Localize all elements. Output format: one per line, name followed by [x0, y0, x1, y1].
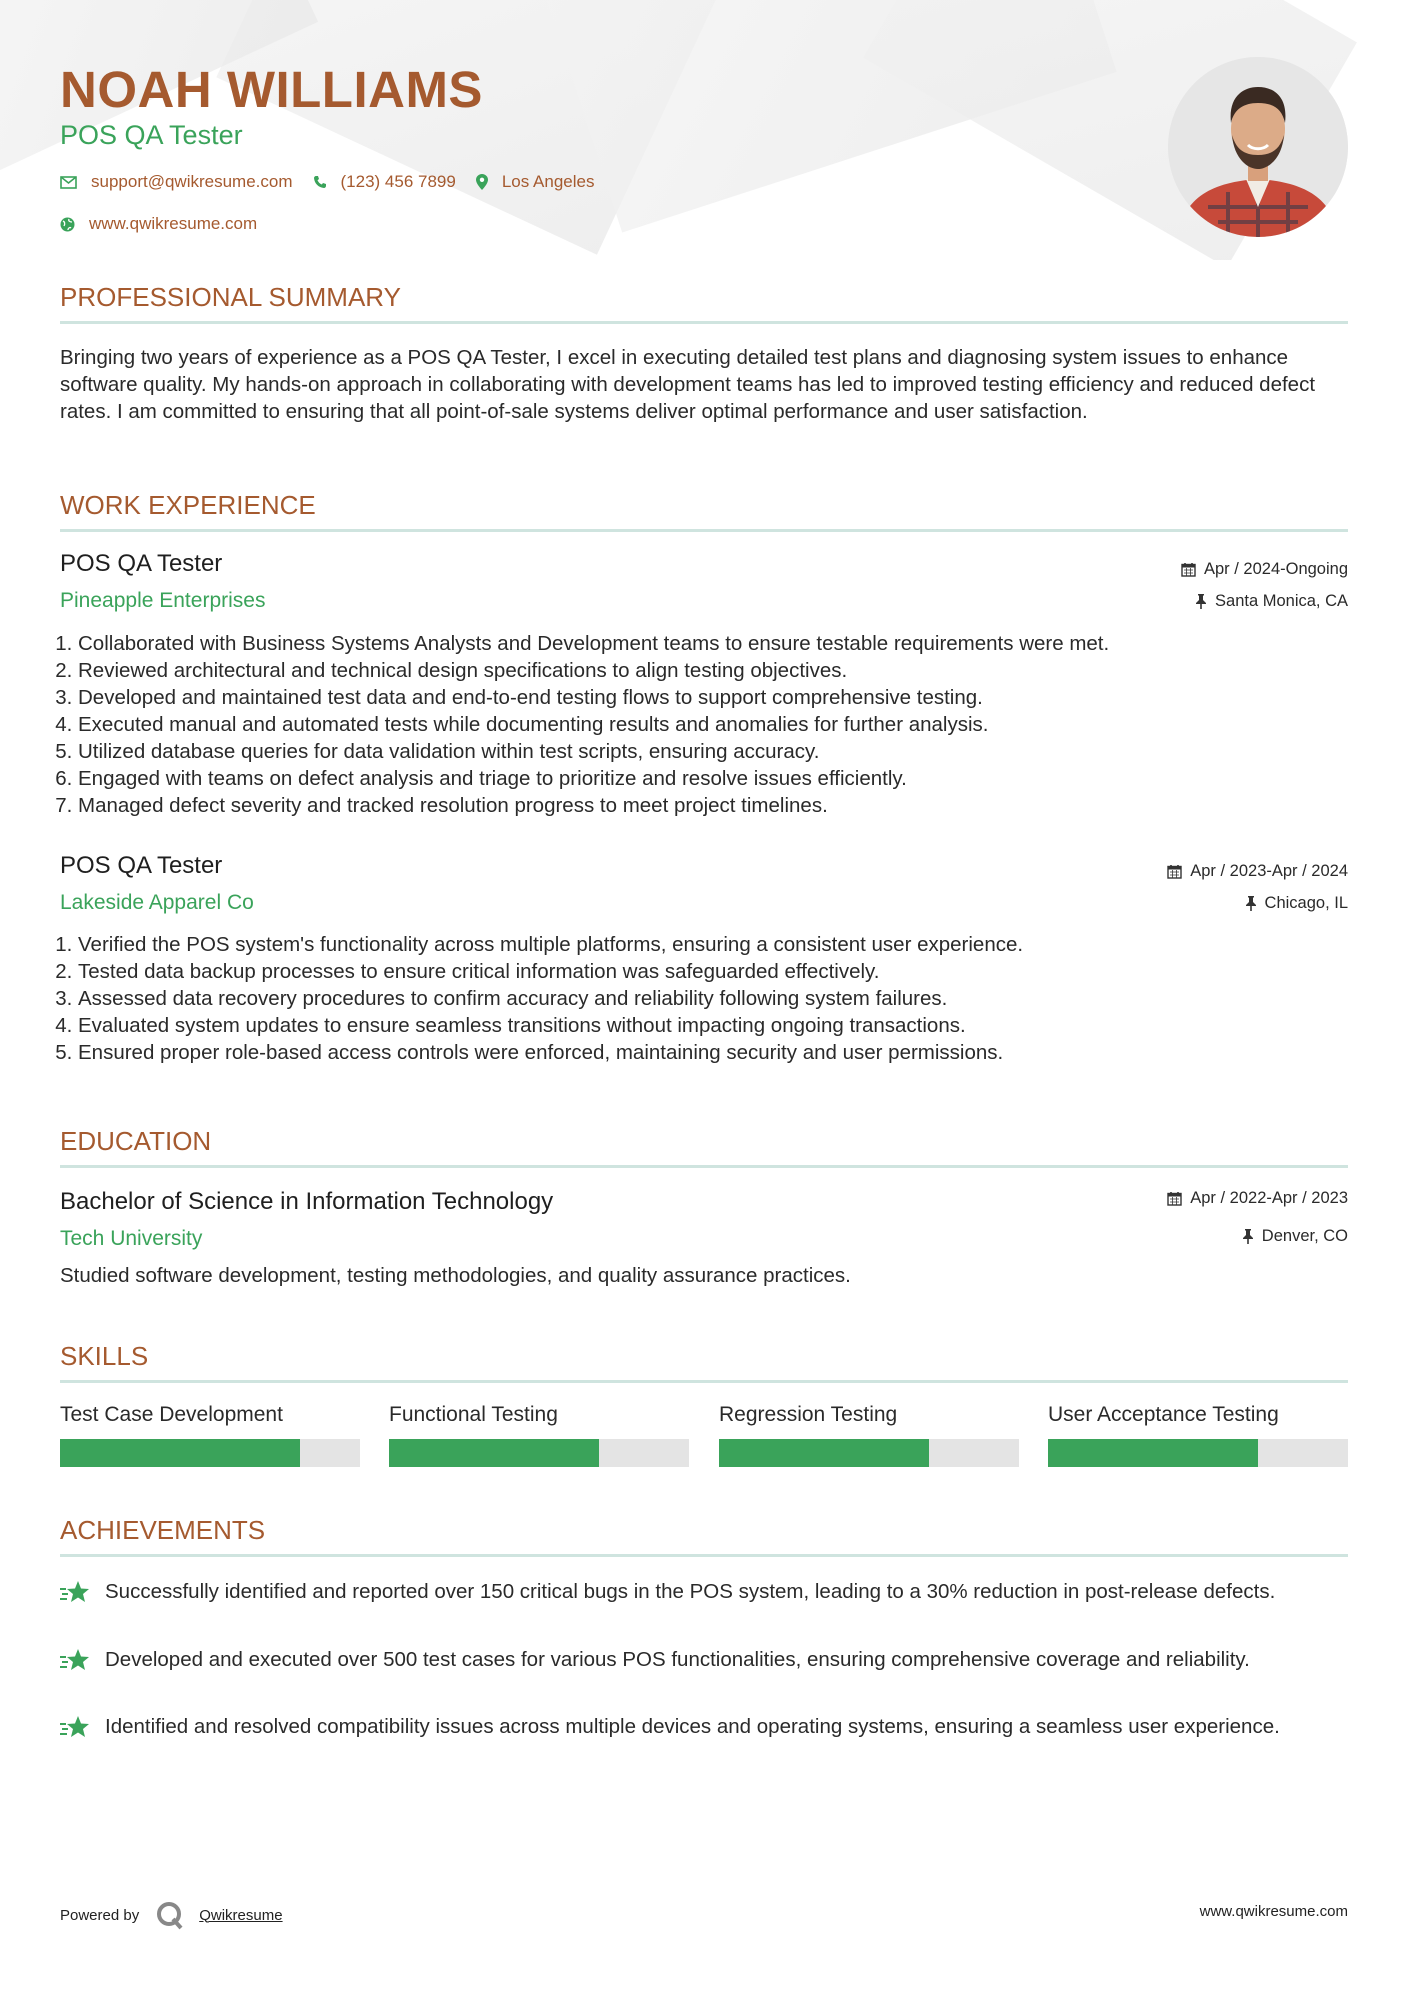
- achievement-item: [60, 1578, 1348, 1609]
- divider: [60, 529, 1348, 532]
- location-item: [476, 172, 595, 192]
- phone-item[interactable]: [313, 172, 456, 192]
- email-text: support@qwikresume.com: [91, 172, 293, 191]
- skill-bar: [389, 1439, 689, 1467]
- job-dates: [1167, 862, 1348, 881]
- list-item: 4. Executed manual and automated tests while documenting results and anomalies for further analysis.: [78, 711, 1348, 738]
- divider: [60, 1165, 1348, 1168]
- skill-bar: [60, 1439, 360, 1467]
- candidate-role: POS QA Tester: [60, 120, 243, 150]
- achievement-text: Successfully identified and reported over 150 critical bugs in the POS system, leading to a 30% reduction in post-release defects.: [105, 1580, 1276, 1603]
- pushpin-icon: [1195, 594, 1207, 609]
- calendar-icon: [1167, 1191, 1182, 1206]
- envelope-icon: [60, 176, 77, 189]
- star-icon: [60, 1646, 105, 1677]
- star-icon: [60, 1578, 105, 1609]
- powered-by-text: Powered by: [60, 1906, 140, 1924]
- calendar-icon: [1181, 562, 1196, 577]
- skill-fill: [1048, 1439, 1258, 1467]
- list-item: 1. Collaborated with Business Systems Analysts and Development teams to ensure testable requirements were met.: [78, 630, 1348, 657]
- candidate-name: NOAH WILLIAMS: [60, 61, 483, 118]
- job-bullets: [60, 931, 1348, 1066]
- footer-brand: [60, 1900, 283, 1930]
- company-name: Pineapple Enterprises: [60, 589, 266, 612]
- list-item: 5. Ensured proper role-based access controls were enforced, maintaining security and user permissions.: [78, 1039, 1348, 1066]
- divider: [60, 321, 1348, 324]
- contact-row: [60, 172, 614, 192]
- job-location-text: Santa Monica, CA: [1215, 592, 1348, 610]
- achievement-text: Identified and resolved compatibility issues across multiple devices and operating systems, ensuring a seamless user experience.: [105, 1715, 1280, 1738]
- email-item[interactable]: [60, 172, 293, 192]
- pushpin-icon: [1242, 1229, 1254, 1244]
- job-dates-text: Apr / 2024-Ongoing: [1203, 560, 1348, 578]
- achievements-heading: ACHIEVEMENTS: [60, 1515, 266, 1545]
- skill-item: [60, 1403, 360, 1467]
- education-location: [1242, 1227, 1348, 1246]
- calendar-icon: [1167, 864, 1182, 879]
- skill-name: Regression Testing: [719, 1403, 898, 1426]
- map-pin-icon: [476, 174, 488, 190]
- footer-url[interactable]: www.qwikresume.com: [1199, 1903, 1348, 1920]
- degree-title: Bachelor of Science in Information Technology: [60, 1188, 554, 1215]
- location-text: Los Angeles: [501, 172, 595, 191]
- website-row: [60, 214, 277, 234]
- job-dates-text: Apr / 2023-Apr / 2024: [1190, 862, 1348, 880]
- school-name: Tech University: [60, 1227, 203, 1250]
- skill-item: [719, 1403, 1019, 1467]
- achievement-item: [60, 1713, 1348, 1744]
- education-dates: [1167, 1189, 1348, 1208]
- achievement-item: [60, 1646, 1348, 1677]
- job-location: [1245, 894, 1348, 913]
- skill-name: Functional Testing: [389, 1403, 558, 1426]
- phone-icon: [313, 175, 327, 189]
- job-title: POS QA Tester: [60, 852, 223, 879]
- summary-heading: PROFESSIONAL SUMMARY: [60, 282, 401, 312]
- list-item: 3. Assessed data recovery procedures to confirm accuracy and reliability following system failures.: [78, 985, 1348, 1012]
- skill-name: Test Case Development: [60, 1403, 283, 1426]
- divider: [60, 1380, 1348, 1383]
- education-dates-text: Apr / 2022-Apr / 2023: [1190, 1189, 1348, 1207]
- skills-heading: SKILLS: [60, 1341, 149, 1371]
- company-name: Lakeside Apparel Co: [60, 891, 254, 914]
- skill-item: [389, 1403, 689, 1467]
- list-item: 5. Utilized database queries for data validation within test scripts, ensuring accuracy.: [78, 738, 1348, 765]
- skill-fill: [719, 1439, 929, 1467]
- list-item: 7. Managed defect severity and tracked resolution progress to meet project timelines.: [78, 792, 1348, 819]
- list-item: 2. Tested data backup processes to ensure critical information was safeguarded effectively.: [78, 958, 1348, 985]
- list-item: 4. Evaluated system updates to ensure seamless transitions without impacting ongoing transactions.: [78, 1012, 1348, 1039]
- skill-bar: [719, 1439, 1019, 1467]
- globe-icon: [60, 217, 75, 232]
- skill-fill: [60, 1439, 300, 1467]
- education-heading: EDUCATION: [60, 1126, 212, 1156]
- skill-fill: [389, 1439, 599, 1467]
- qwikresume-logo-icon: [155, 1900, 185, 1930]
- avatar: [1168, 57, 1348, 237]
- job-dates: [1181, 560, 1348, 579]
- job-location-text: Chicago, IL: [1264, 894, 1348, 912]
- website-item[interactable]: [60, 214, 257, 234]
- star-icon: [60, 1713, 105, 1744]
- education-location-text: Denver, CO: [1261, 1227, 1348, 1245]
- website-text: www.qwikresume.com: [89, 214, 258, 233]
- list-item: 6. Engaged with teams on defect analysis and triage to prioritize and resolve issues efficiently.: [78, 765, 1348, 792]
- achievement-text: Developed and executed over 500 test cases for various POS functionalities, ensuring comprehensive coverage and reliability.: [105, 1648, 1250, 1671]
- list-item: 3. Developed and maintained test data and end-to-end testing flows to support comprehensive testing.: [78, 684, 1348, 711]
- skill-item: [1048, 1403, 1348, 1467]
- skill-bar: [1048, 1439, 1348, 1467]
- experience-heading: WORK EXPERIENCE: [60, 490, 316, 520]
- education-description: Studied software development, testing methodologies, and quality assurance practices.: [60, 1264, 851, 1287]
- summary-text: Bringing two years of experience as a POS QA Tester, I excel in executing detailed test plans and diagnosing system issues to enhance software quality. My hands-on approach in collaborating with development teams has led to improved testing efficiency and reduced defect rates. I am committed to ensuring that all point-of-sale systems deliver optimal performance and user satisfaction.: [60, 346, 1316, 423]
- job-title: POS QA Tester: [60, 550, 223, 577]
- job-bullets: [60, 630, 1348, 819]
- divider: [60, 1554, 1348, 1557]
- qwikresume-link[interactable]: Qwikresume: [199, 1906, 283, 1924]
- job-location: [1195, 592, 1348, 611]
- phone-text: (123) 456 7899: [340, 172, 456, 191]
- pushpin-icon: [1245, 896, 1257, 911]
- list-item: 1. Verified the POS system's functionality across multiple platforms, ensuring a consistent user experience.: [78, 931, 1348, 958]
- skill-name: User Acceptance Testing: [1048, 1403, 1279, 1426]
- list-item: 2. Reviewed architectural and technical design specifications to align testing objectives.: [78, 657, 1348, 684]
